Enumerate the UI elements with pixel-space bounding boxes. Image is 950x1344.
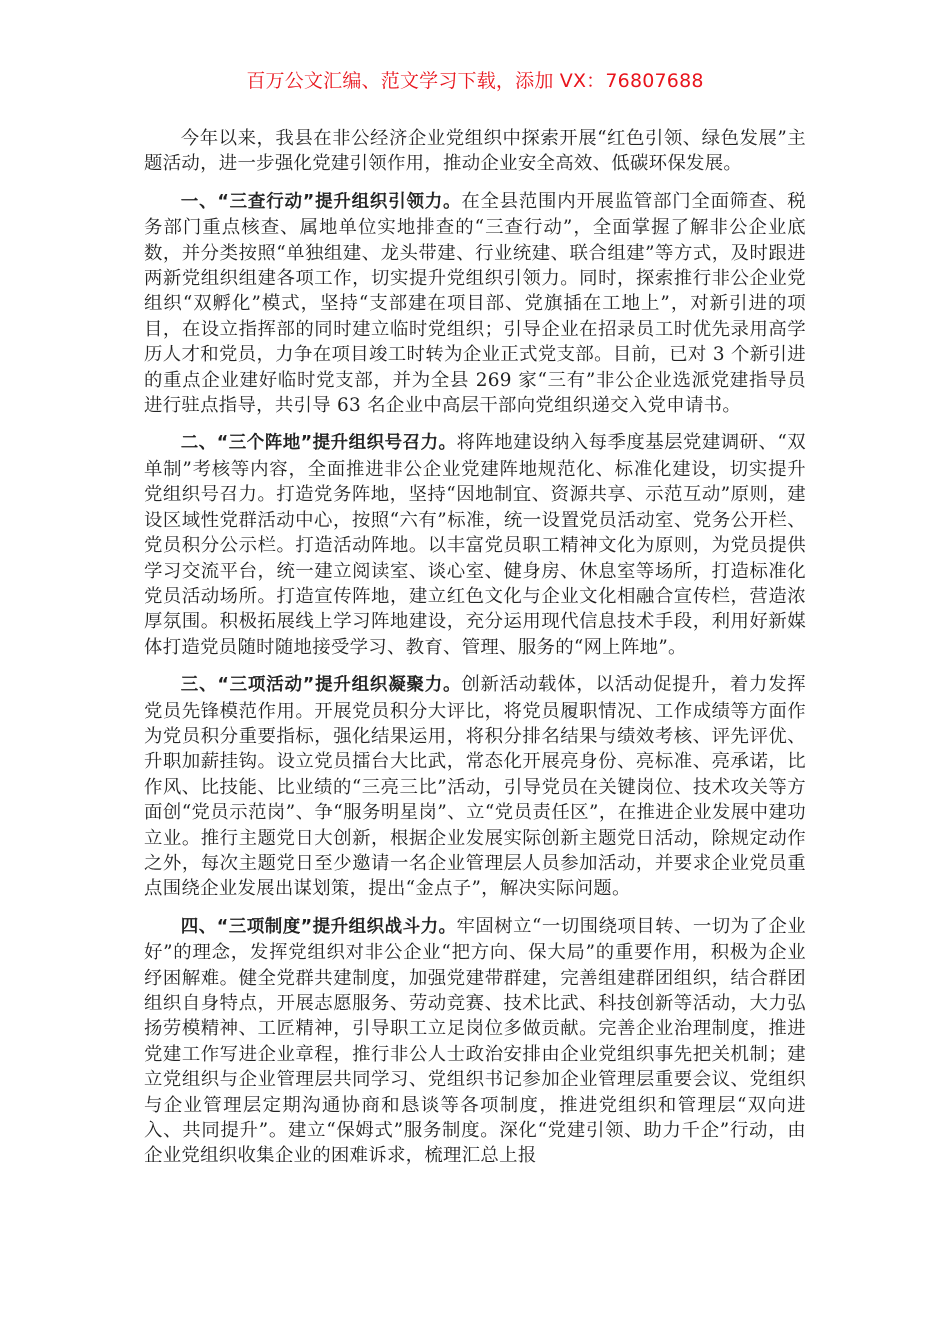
watermark-banner: 百万公文汇编、范文学习下载，添加 VX：76807688 bbox=[246, 70, 704, 92]
section-heading-1: 一、“三查行动”提升组织引领力。 bbox=[180, 191, 462, 212]
section-paragraph-2 bbox=[144, 430, 806, 660]
section-paragraph-3 bbox=[144, 672, 806, 902]
section-paragraph-1 bbox=[144, 189, 806, 419]
section-text-1: 在全县范围内开展监管部门全面筛查、税务部门重点核查、属地单位实地排查的“三查行动”，全面掌握了解非公企业底数，并分类按照“单独组建、龙头带建、行业统建、联合组建”等方式，及时跟进两新党组织组建各项工作，切实提升党组织引领力。同时，探索推行非公企业党组织“双孵化”模式，坚持“支部建在项目部、党旗插在工地上”，对新引进的项目，在设立指挥部的同时建立临时党组织；引导企业在招录员工时优先录用高学历人才和党员，力争在项目竣工时转为企业正式党支部。目前，已对 3 个新引进的重点企业建好临时党支部，并为全县 269 家“三有”非公企业选派党建指导员进行驻点指导，共引导 63 名企业中高层干部向党组织递交入党申请书。 bbox=[144, 190, 806, 417]
section-heading-3: 三、“三项活动”提升组织凝聚力。 bbox=[180, 675, 462, 696]
section-heading-4: 四、“三项制度”提升组织战斗力。 bbox=[180, 916, 457, 937]
section-heading-2: 二、“三个阵地”提升组织号召力。 bbox=[180, 433, 457, 454]
section-text-4: 牢固树立“一切围绕项目转、一切为了企业好”的理念，发挥党组织对非公企业“把方向、保大局”的重要作用，积极为企业纾困解难。健全党群共建制度，加强党建带群建，完善组建群团组织，结合群团组织自身特点，开展志愿服务、劳动竞赛、技术比武、科技创新等活动，大力弘扬劳模精神、工匠精神，引导职工立足岗位多做贡献。完善企业治理制度，推进党建工作写进企业章程，推行非公人士政治安排由企业党组织事先把关机制；建立党组织与企业管理层共同学习、党组织书记参加企业管理层重要会议、党组织与企业管理层定期沟通协商和恳谈等各项制度，推进党组织和管理层“双向进入、共同提升”。建立“保姆式”服务制度。深化“党建引领、助力千企”行动，由企业党组织收集企业的困难诉求，梳理汇总上报 bbox=[144, 915, 806, 1167]
document-body bbox=[144, 126, 806, 1181]
intro-paragraph: 今年以来，我县在非公经济企业党组织中探索开展“红色引领、绿色发展”主题活动，进一步强化党建引领作用，推动企业安全高效、低碳环保发展。 bbox=[144, 128, 806, 175]
section-text-2: 将阵地建设纳入每季度基层党建调研、“双单制”考核等内容，全面推进非公企业党建阵地规范化、标准化建设，切实提升党组织号召力。打造党务阵地，坚持“因地制宜、资源共享、示范互动”原则，建设区域性党群活动中心，按照“六有”标准，统一设置党员活动室、党务公开栏、党员积分公示栏。打造活动阵地。以丰富党员职工精神文化为原则，为党员提供学习交流平台，统一建立阅读室、谈心室、健身房、休息室等场所，打造标准化党员活动场所。打造宣传阵地，建立红色文化与企业文化相融合宣传栏，营造浓厚氛围。积极拓展线上学习阵地建设，充分运用现代信息技术手段，利用好新媒体打造党员随时随地接受学习、教育、管理、服务的“网上阵地”。 bbox=[144, 432, 806, 658]
section-text-3: 创新活动载体，以活动促提升，着力发挥党员先锋模范作用。开展党员积分大评比，将党员履职情况、工作成绩等方面作为党员积分重要指标，强化结果运用，将积分排名结果与绩效考核、评先评优、升职加薪挂钩。设立党员擂台大比武，常态化开展亮身份、亮标准、亮承诺，比作风、比技能、比业绩的“三亮三比”活动，引导党员在关键岗位、技术攻关等方面创“党员示范岗”、争“服务明星岗”、立“党员责任区”，在推进企业发展中建功立业。推行主题党日大创新，根据企业发展实际创新主题党日活动，除规定动作之外，每次主题党日至少邀请一名企业管理层人员参加活动，并要求企业党员重点围绕企业发展出谋划策，提出“金点子”，解决实际问题。 bbox=[144, 674, 806, 900]
section-paragraph-4 bbox=[144, 914, 806, 1169]
